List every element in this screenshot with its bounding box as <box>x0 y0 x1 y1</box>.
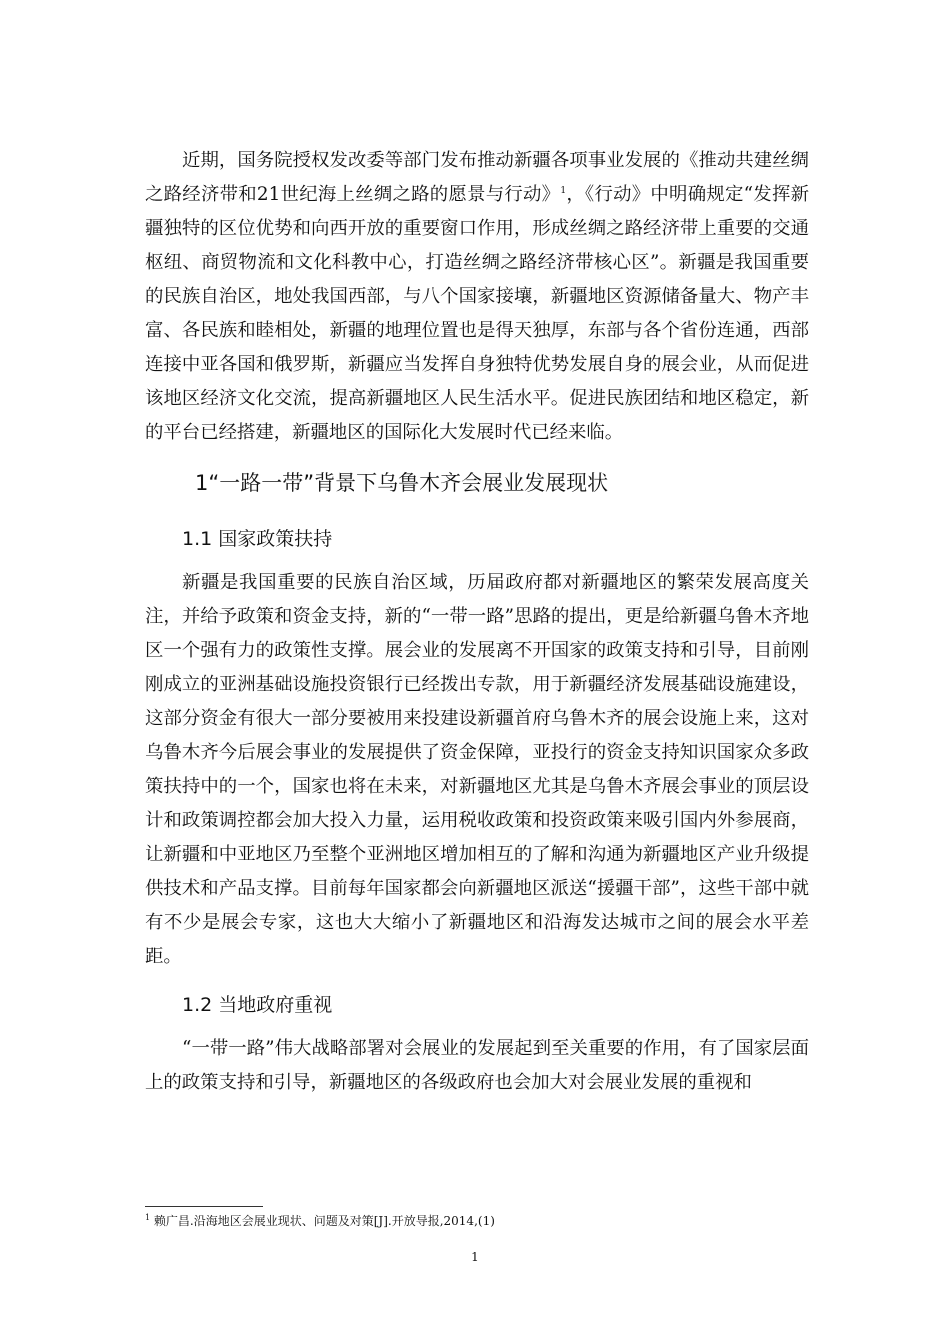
footnote <box>145 1213 495 1229</box>
intro-text-part1: 近期，国务院授权发改委等部门发布推动新疆各项事业发展的《推动共建丝绸之路经济带和21世纪海上丝绸之路的愿景与行动》 <box>145 150 809 205</box>
section-1-2-paragraph: “一带一路”伟大战略部署对会展业的发展起到至关重要的作用，有了国家层面上的政策支持和引导，新疆地区的各级政府也会加大对会展业发展的重视和 <box>145 1038 809 1093</box>
footnote-separator <box>145 1206 263 1207</box>
page-number: 1 <box>471 1250 479 1264</box>
footnote-reference[interactable]: 1 <box>560 185 567 196</box>
section-1-1-paragraph: 新疆是我国重要的民族自治区域，历届政府都对新疆地区的繁荣发展高度关注，并给予政策和资金支持，新的“一带一路”思路的提出，更是给新疆乌鲁木齐地区一个强有力的政策性支撑。展会业的发展离不开国家的政策支持和引导，目前刚刚成立的亚洲基础设施投资银行已经拨出专款，用于新疆经济发展基础设施建设，这部分资金有很大一部分要被用来投建设新疆首府乌鲁木齐的展会设施上来，这对乌鲁木齐今后展会事业的发展提供了资金保障，亚投行的资金支持知识国家众多政策扶持中的一个，国家也将在未来，对新疆地区尤其是乌鲁木齐展会事业的顶层设计和政策调控都会加大投入力量，运用税收政策和投资政策来吸引国内外参展商，让新疆和中亚地区乃至整个亚洲地区增加相互的了解和沟通为新疆地区产业升级提供技术和产品支撑。目前每年国家都会向新疆地区派送“援疆干部”，这些干部中就有不少是展会专家，这也大大缩小了新疆地区和沿海发达城市之间的展会水平差距。 <box>145 572 809 967</box>
section-1-1-heading: 1.1 国家政策扶持 <box>182 528 333 550</box>
intro-paragraph <box>145 144 809 450</box>
section-1-2-heading: 1.2 当地政府重视 <box>182 994 333 1016</box>
intro-text-part2: ，《行动》中明确规定“发挥新疆独特的区位优势和向西开放的重要窗口作用，形成丝绸之路经济带上重要的交通枢纽、商贸物流和文化科教中心，打造丝绸之路经济带核心区”。新疆是我国重要的民族自治区，地处我国西部，与八个国家接壤，新疆地区资源储备量大、物产丰富、各民族和睦相处，新疆的地理位置也是得天独厚，东部与各个省份连通，西部连接中亚各国和俄罗斯，新疆应当发挥自身独特优势发展自身的展会业，从而促进该地区经济文化交流，提高新疆地区人民生活水平。促进民族团结和地区稳定，新的平台已经搭建，新疆地区的国际化大发展时代已经来临。 <box>145 184 810 443</box>
section-1-heading: 1“一路一带”背景下乌鲁木齐会展业发展现状 <box>195 471 609 495</box>
body-content <box>145 144 809 1100</box>
footnote-mark: 1 <box>145 1213 151 1222</box>
footnote-text: 赖广昌.沿海地区会展业现状、问题及对策[J].开放导报,2014,(1) <box>150 1214 495 1228</box>
